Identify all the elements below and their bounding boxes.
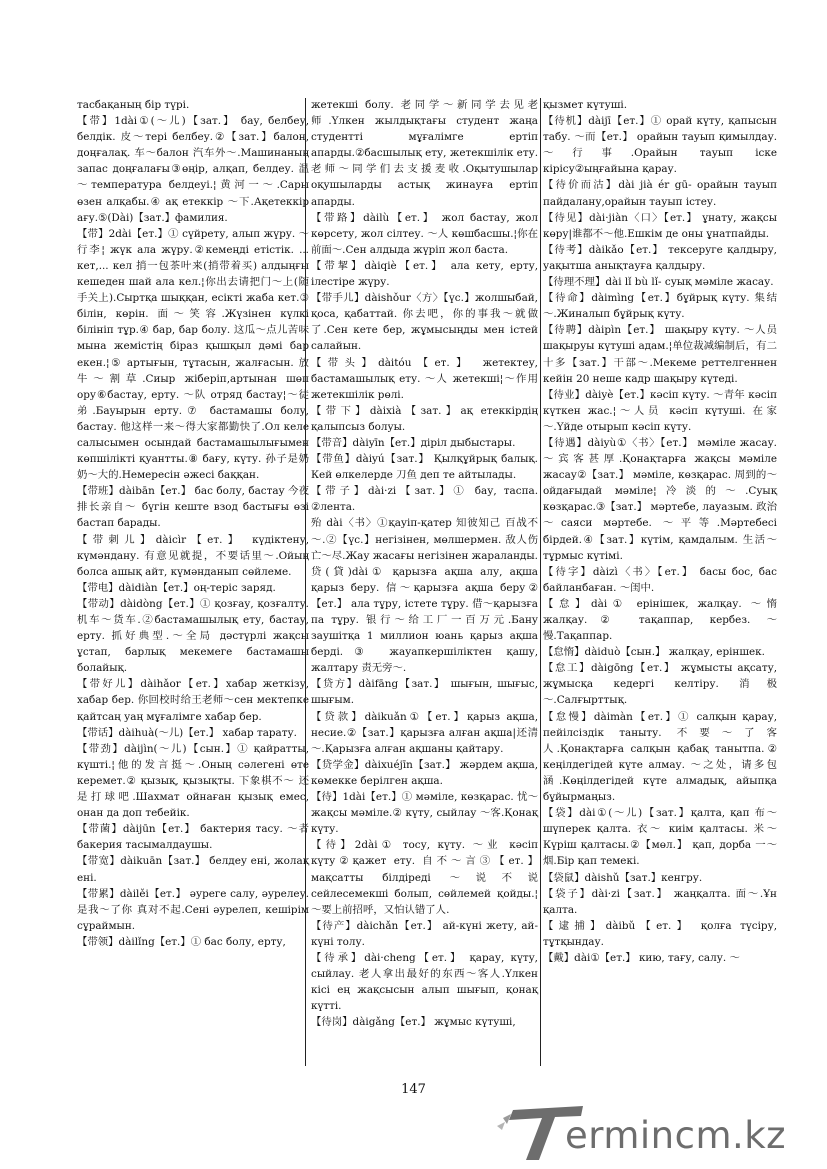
column-right — [543, 97, 777, 966]
dictionary-entry: 【戴】dài①【ет.】 кию, тағу, салу. ～ — [543, 951, 740, 964]
dictionary-entry: 【待命】dàimìng【ет.】бұйрық күту. 集结～.Жиналып бұйрық күту. — [543, 292, 777, 321]
dictionary-entry: 【待价而沽】dài jià ér gū- орайын тауып пайдалану,орайын тауып істеу. — [543, 179, 777, 208]
dictionary-entry: 【待】2dài① тосу, күту. ～业 кәсіп күту②қажет ету. 自不～言③【ет.】мақсатты білдіреді ～说不说 сейлесемекші болып, сөйлемей қойды.¦～要上前招呼，又怕认错了人. — [311, 839, 538, 916]
dictionary-entry: 【带班】dàibān【ет.】 бас болу, бастау 今夜排长亲自～ бүгін кеште взод бастығы өзі бастап барады. — [77, 485, 309, 530]
dictionary-entry: 【待承】dài·cheng【ет.】 қарау, күту, сыйлау. 老人拿出最好的东西～客人.Үлкен кісі ең жақсысын алып шығып, қонақ күтті. — [311, 951, 538, 1013]
column-divider — [540, 98, 541, 1066]
dictionary-entry: 贷(貸)dài① қарызға ақша алу, ақша қарыз беру. 信～қарызға ақша беру②【ет.】 ала тұру, істете тұру. 借～қарызға па тұру. 银行～给工厂一百万元.Бану заушітқа 1 миллион юань қарыз ақша берді.③ жауапкершіліктен қашу, жалтару 责无旁～. — [311, 565, 538, 675]
column-middle — [311, 97, 538, 1030]
dictionary-entry: 【带音】dàiyīn【ет.】діріл дыбыстары. — [311, 436, 516, 449]
dictionary-entry: 【怠】dài① ерінішек, жалқау. ～惰 жалқау.② тақаппар, кербез. ～慢.Тақаппар. — [543, 597, 777, 643]
dictionary-entry: 【袋鼠】dàishǔ【зат.】кенгру. — [543, 871, 703, 884]
dictionary-entry: 【贷方】dàifāng【зат.】 шығын, шығыс, шығым. — [311, 678, 538, 707]
page-number: 147 — [401, 1082, 426, 1097]
dictionary-entry: 【待机】dàijī【ет.】① орай күту, қапысын табу. ～而【ет.】 орайын тауып қимылдау. ～行事.Орайын тауып іске кірісу②ыңғайына қарау. — [543, 115, 777, 176]
dictionary-entry: 【待】1dài【ет.】① мәміле, көзқарас. 忧～жақсы мәміле.② күту, сыйлау ～客.Қонақ күту. — [311, 791, 538, 836]
dictionary-entry: 【怠慢】dàimàn【ет.】① салқын қарау, пейілсіздік таныту. 不要～了客人.Қонақтарға салқын қабақ танытпа.② кеңілдегідей күте алмау. ～之处，请多包涵.Көңілдегідей күте алмадық, айыпқа бұйырмаңыз. — [543, 710, 777, 804]
dictionary-entry: жетекші болу. 老同学～新同学去见老师.Үлкен жылдықтағы студент жаңа студентті мұғалімге ертіп апарды.②басшылық ету, жетекшілік ету. 老师～同学们去支援麦收.Оқытушылар оқушыларды астық жинауға ертіп апарды. — [311, 99, 538, 208]
dictionary-entry: 【待业】dàiyè【ет.】кәсіп күту. ～青年 кәсіп күткен жас.¦～人员 кәсіп күтуші. 在家～.Үйде отырып кәсіп күту. — [543, 388, 777, 433]
dictionary-entry: 【带路】dàilù【ет.】 жол бастау, жол көрсету, жол сілтеу. ～人 көшбасшы.¦你在前面～.Сен алдыда жүріп жол баста. — [311, 211, 538, 256]
dictionary-entry: 【带刺儿】dàicìr【ет.】 күдіктену, күмәндану. 有意见就提，不要话里～.Ойың болса ашық айт, күмәнданып сөйлеме. — [77, 533, 309, 578]
dictionary-entry: 【带好儿】dàihǎor【ет.】хабар жеткізу, хабар бер. 你回校时给王老师～сен мектепке қайтсаң уаң мұғалімге хабар бер. — [77, 678, 309, 723]
dictionary-entry: 【带动】dàidòng【ет.】① қозғау, қозғалту. 机车～货车.②бастамашылық ету, бастау, ерту. 抓好典型.～全局 дәстүрлі жақсы ұстап, барлық мекемеге бастамашы болайық. — [77, 597, 309, 675]
dictionary-entry: 【带下】dàixià【зат.】ақ етеккірдің қалыпсыз болуы. — [311, 404, 538, 433]
dictionary-entry: 【待理不理】dài lǐ bù lǐ- суық мәміле жасау. — [543, 276, 774, 289]
dictionary-entry: 【带话】dàihuà(～儿)【ет.】 хабар тарату. — [77, 726, 297, 739]
dictionary-entry: 【待字】dàizì〈书〉【ет.】 басы бос, бас байланбаған. ～闺中. — [543, 565, 777, 594]
dictionary-entry: қызмет күтуші. — [543, 99, 628, 111]
dictionary-entry: 【带劲】dàijìn(～儿)【сын.】① қайратты, күшті.¦他的发言挺～.Оның сәлегені өте керемет.② қызық, қызықты. 下象棋不～ 还是打球吧.Шахмат ойнаған қызық емес, онан да доп тебейік. — [77, 742, 309, 820]
dictionary-entry: 【待考】dàikǎo【ет.】 тексеруге қалдыру, уақытша анықтауға қалдыру. — [543, 243, 777, 272]
dictionary-entry: 【怠惰】dàiduò【сын.】 жалқау, еріншек. — [543, 646, 765, 659]
dictionary-entry: 【带子】dài·zi【зат.】① бау, таспа. ②лента. — [311, 485, 538, 514]
dictionary-entry: 【待产】dàichǎn【ет.】 ай-күні жету, ай-күні толу. — [311, 919, 538, 948]
dictionary-entry: 【带鱼】dàiyú【зат.】 Қылқұйрық балық. Кей өлкелерде 刀鱼 деп те айтылады. — [311, 453, 538, 482]
dictionary-entry: 【怠工】dàigōng【ет.】 жұмысты ақсату, жұмысқа кедергі келтіру. 消极～.Салғырттық. — [543, 662, 777, 707]
logo-wordmark: ermincm.kz — [565, 1114, 787, 1157]
dictionary-entry: 【待岗】dàigǎng【ет.】 жұмыс күтуші, — [311, 1016, 516, 1029]
dictionary-entry: 【带菌】dàijūn【ет.】 бактерия тасу. ～者 бакерия тасымалдаушы. — [77, 823, 309, 852]
dictionary-entry: 【袋】dài①(～儿)【зат.】қалта, қап 布～ шүперек қалта. 衣～ киім қалтасы. 米～ Күріш қалтасы.②【мөл.】 қап, дорба 一～烟.Бір қап темекі. — [543, 807, 777, 868]
dictionary-entry: 【贷学金】dàixuéjīn【зат.】 жәрдем ақша, көмекке берілген ақша. — [311, 758, 538, 787]
dictionary-entry: 【带挈】dàiqiè【ет.】 ала кету, ерту, ілестіре жүру. — [311, 259, 538, 289]
dictionary-entry: тасбақаның бір түрі. — [77, 99, 190, 111]
dictionary-entry: 【贷款】dàikuǎn①【ет.】қарыз ақша, несие.②【зат.】қарызға алған ақша|还清～.Қарызға алған ақшаны қайтару. — [311, 710, 538, 755]
termincom-logo[interactable] — [495, 1100, 815, 1162]
dictionary-entry: 【逮捕】dàibǔ【ет.】 қолға түсіру, тұтқындау. — [543, 919, 777, 948]
dictionary-entry: 【带领】dàilǐng【ет.】① бас болу, ерту, — [77, 935, 286, 948]
dictionary-entry: 殆 dài〈书〉①қауіп-қатер 知彼知己 百战不～.②【үс.】негізінен, мөлшермен. 敌人伤亡～尽.Жау жасағы негізінен жараланды. — [311, 517, 538, 562]
dictionary-entry: 【待见】dài·jiàn〈口〉【ет.】 ұнату, жақсы көру|谁都不～他.Ешкім де оны ұнатпайды. — [543, 211, 777, 240]
dictionary-entry: 【带宽】dàikuān【зат.】 белдеу ені, жолақ ені. — [77, 855, 309, 884]
dictionary-entry: 【袋子】dài·zi【зат.】 жаңқалта. 面～.Ұн қалта. — [543, 887, 777, 916]
dictionary-entry: 【待聘】dàipìn【ет.】 шақыру күту. ～人员 шақыруы күтуші адам.¦单位裁减编制后，有二十多【зат.】干部～.Мекеме реттелгеннен кейін 20 неше кадр шақыру күтеді. — [543, 324, 777, 385]
dictionary-entry: 【带手儿】dàishǒur〈方〉【үс.】жолшыбай, қоса, қабаттай. 你去吧，你的事我～就做了.Сен кете бер, жұмысыңды мен істей салайын. — [311, 292, 538, 353]
column-divider — [305, 98, 306, 1066]
column-left — [77, 97, 309, 950]
dictionary-entry: 【带】1dài①(～儿)【зат.】 бау, белбеу, белдік. 皮～тері белбеу.②【зат.】балон, доңғалақ. 车～балон 汽车外～.Машинаның запас доңғалағы③өңір, алқап, белдеу. 温～температура белдеуі.¦黄河一～.Сары өзен алқабы.④ ақ етеккір ～下.Ақетеккір ағу.⑤(Dài)【зат.】фамилия. — [77, 115, 309, 224]
dictionary-entry: 【带电】dàidiàn【ет.】оң-теріс заряд. — [77, 581, 276, 594]
dictionary-entry: 【带】2dài【ет.】① сүйрету, алып жүру. ～行李¦ жүк ала жүру.②кемеңді етістік. ... кет,... кел 捎一包茶叶来(捎带着买) алдыңғы кешеден шай ала кел.¦你出去请把门～上(随手关上).Сыртқа шыққан, есікті жаба кет.③ білін, көрін. 面～笑容.Жүзінен күлкі білініп тұр.④ бар, бар болу. 这瓜～点儿苦味 мына жемістің біраз қышқыл дәмі бар екен.¦⑤ артығын, тұтасын, жалғасын. 放牛～割草.Сиыр жіберіп,артынан шөп ору⑥бастау, ерту. ～队 отряд бастау¦～徒弟.Бауырын ерту.⑦ бастамашы болу, бастау. 他这样一来～得大家都勤快了.Ол келе салысымен осындай бастамашылығымен көпшілікті қуантты.⑧ бағу, күту. 孙子是奶奶～大的.Немересін әжесі баққан. — [77, 227, 309, 482]
dictionary-entry: 【带累】dàilěi【ет.】 әуреге салу, әурелеу. 是我～了你 真对不起.Сені әурелеп, кешірім сұраймын. — [77, 887, 309, 932]
dictionary-entry: 【带头】dàitóu【ет.】 жетектеу, бастамашылық ету. ～人 жетекші¦～作用 жетекшілік рөлі. — [311, 356, 538, 401]
dictionary-entry: 【待遇】dàiyù①〈书〉【ет.】 мәміле жасау. ～宾客甚厚.Қонақтарға жақсы мәміле жасау②【зат.】 мәміле, көзқарас. 周到的～ ойдағыдай мәміле¦冷淡的～.Суық көзқарас.③【зат.】 мәртебе, лауазым. 政治～саяси мәртебе. ～平等.Мәртебесі бірдей.④【зат.】күтім, қамдалым. 生活～тұрмыс күтімі. — [543, 436, 777, 562]
